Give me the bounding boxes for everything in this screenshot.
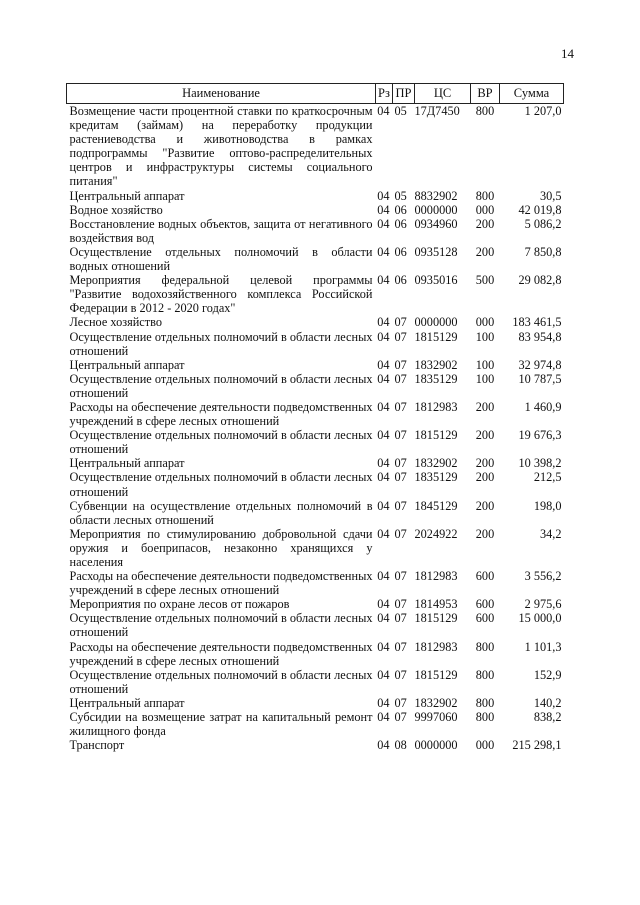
cell-sum: 7 850,8 (524, 244, 562, 259)
table-row (67, 470, 564, 498)
cell-sum: 29 082,8 (518, 273, 562, 288)
cell-sum: 34,2 (539, 526, 562, 541)
cell-cs: 1832902 (414, 695, 458, 710)
cell-cs: 1832902 (414, 357, 458, 372)
cell-cs: 2024922 (414, 526, 458, 541)
cell-name: Расходы на обеспечение деятельности подведомственных учреждений в сфере лесных отношений (69, 399, 373, 429)
cell-pr: 06 (394, 216, 407, 231)
cell-pr: 06 (394, 244, 407, 259)
cell-sum: 838,2 (533, 710, 562, 725)
cell-rz: 04 (377, 244, 390, 259)
cell-sum: 152,9 (533, 667, 562, 682)
cell-rz: 04 (377, 456, 390, 471)
cell-sum: 140,2 (533, 695, 562, 710)
table-row (67, 640, 564, 668)
cell-rz: 04 (377, 188, 390, 203)
cell-pr: 07 (394, 428, 407, 443)
cell-name: Возмещение части процентной ставки по краткосрочным кредитам (займам) на переработку продукции растениеводства и животноводства в рамках подпрограммы "Развитие оптово-распределительных центров и инфраструктуры системы социального питания" (69, 104, 373, 189)
cell-name: Центральный аппарат (69, 695, 185, 710)
cell-vr: 600 (475, 569, 495, 584)
cell-vr: 100 (475, 371, 495, 386)
cell-name: Субсидии на возмещение затрат на капитальный ремонт жилищного фонда (69, 710, 373, 739)
table-row (67, 738, 564, 752)
cell-vr: 800 (475, 104, 495, 118)
cell-pr: 06 (394, 202, 407, 217)
cell-pr: 07 (394, 456, 407, 471)
cell-cs: 1815129 (414, 428, 458, 443)
cell-sum: 42 019,8 (518, 202, 562, 217)
cell-rz: 04 (377, 399, 390, 414)
cell-pr: 07 (394, 315, 407, 330)
cell-pr: 06 (394, 273, 407, 288)
cell-vr: 800 (475, 639, 495, 654)
page-number: 14 (561, 46, 574, 61)
table-header-row (67, 84, 564, 104)
cell-vr: 100 (475, 357, 495, 372)
table-row (67, 428, 564, 456)
cell-sum: 215 298,1 (512, 738, 562, 753)
cell-rz: 04 (377, 526, 390, 541)
cell-rz: 04 (377, 357, 390, 372)
cell-pr: 07 (394, 371, 407, 386)
cell-name: Расходы на обеспечение деятельности подведомственных учреждений в сфере лесных отношений (69, 639, 373, 668)
cell-sum: 2 975,6 (524, 597, 562, 612)
cell-sum: 1 207,0 (524, 104, 562, 118)
header-pr: ПР (393, 84, 415, 104)
header-name: Наименование (67, 84, 376, 104)
cell-rz: 04 (377, 315, 390, 330)
cell-vr: 000 (475, 202, 495, 217)
cell-rz: 04 (377, 667, 390, 682)
cell-sum: 83 954,8 (518, 329, 562, 344)
table-row (67, 330, 564, 358)
cell-vr: 600 (475, 611, 495, 626)
table-row (67, 456, 564, 470)
cell-name: Осуществление отдельных полномочий в области лесных отношений (69, 667, 373, 696)
cell-sum: 1 460,9 (524, 399, 562, 414)
cell-pr: 07 (394, 498, 407, 513)
cell-cs: 1835129 (414, 371, 458, 386)
cell-name: Мероприятия по стимулированию добровольной сдачи оружия и боеприпасов, незаконно хранящихся у населения (69, 526, 373, 569)
cell-sum: 183 461,5 (512, 315, 562, 330)
table-row (67, 358, 564, 372)
table-row (67, 315, 564, 329)
cell-name: Осуществление отдельных полномочий в области лесных отношений (69, 611, 373, 640)
table-row (67, 597, 564, 611)
cell-vr: 800 (475, 667, 495, 682)
cell-sum: 19 676,3 (518, 428, 562, 443)
cell-rz: 04 (377, 695, 390, 710)
cell-pr: 05 (394, 188, 407, 203)
table-row (67, 611, 564, 639)
budget-table (66, 83, 563, 752)
cell-name: Центральный аппарат (69, 188, 185, 203)
cell-pr: 07 (394, 695, 407, 710)
cell-rz: 04 (377, 428, 390, 443)
cell-sum: 212,5 (533, 470, 562, 485)
cell-rz: 04 (377, 216, 390, 231)
cell-rz: 04 (377, 498, 390, 513)
cell-sum: 10 398,2 (518, 456, 562, 471)
cell-sum: 5 086,2 (524, 216, 562, 231)
cell-vr: 000 (475, 315, 495, 330)
header-vr: ВР (471, 84, 500, 104)
table-row (67, 273, 564, 315)
table-row (67, 668, 564, 696)
cell-vr: 200 (475, 498, 495, 513)
cell-name: Осуществление отдельных полномочий в области лесных отношений (69, 371, 373, 400)
cell-vr: 200 (475, 216, 495, 231)
table-row (67, 245, 564, 273)
table-row (67, 189, 564, 203)
table-row (67, 217, 564, 245)
cell-pr: 08 (394, 738, 407, 753)
cell-rz: 04 (377, 569, 390, 584)
cell-rz: 04 (377, 273, 390, 288)
cell-rz: 04 (377, 611, 390, 626)
cell-cs: 1832902 (414, 456, 458, 471)
table-row (67, 372, 564, 400)
cell-cs: 0935016 (414, 273, 458, 288)
cell-vr: 800 (475, 710, 495, 725)
cell-name: Центральный аппарат (69, 456, 185, 471)
cell-vr: 200 (475, 428, 495, 443)
cell-pr: 07 (394, 611, 407, 626)
cell-sum: 1 101,3 (524, 639, 562, 654)
cell-name: Осуществление отдельных полномочий в области лесных отношений (69, 470, 373, 499)
cell-name: Водное хозяйство (69, 202, 163, 217)
table-row (67, 203, 564, 217)
cell-pr: 07 (394, 639, 407, 654)
cell-pr: 07 (394, 667, 407, 682)
cell-pr: 07 (394, 329, 407, 344)
cell-cs: 0000000 (414, 315, 458, 330)
cell-vr: 100 (475, 329, 495, 344)
cell-name: Расходы на обеспечение деятельности подведомственных учреждений в сфере лесных отношений (69, 569, 373, 598)
cell-cs: 0935128 (414, 244, 458, 259)
cell-cs: 0934960 (414, 216, 458, 231)
cell-pr: 07 (394, 399, 407, 414)
cell-vr: 200 (475, 456, 495, 471)
cell-vr: 200 (475, 526, 495, 541)
cell-cs: 1812983 (414, 639, 458, 654)
cell-name: Осуществление отдельных полномочий в области лесных отношений (69, 428, 373, 457)
cell-pr: 05 (394, 104, 407, 118)
table-row (67, 104, 564, 189)
cell-rz: 04 (377, 104, 390, 118)
cell-cs: 8832902 (414, 188, 458, 203)
cell-pr: 07 (394, 597, 407, 612)
cell-rz: 04 (377, 371, 390, 386)
cell-vr: 000 (475, 738, 495, 753)
cell-name: Осуществление отдельных полномочий в области лесных отношений (69, 329, 373, 358)
cell-sum: 3 556,2 (524, 569, 562, 584)
cell-name: Центральный аппарат (69, 357, 185, 372)
table-row (67, 527, 564, 569)
cell-cs: 17Д7450 (414, 104, 460, 118)
header-rz: Рз (376, 84, 393, 104)
cell-rz: 04 (377, 738, 390, 753)
cell-cs: 1815129 (414, 329, 458, 344)
cell-cs: 1815129 (414, 667, 458, 682)
cell-pr: 07 (394, 569, 407, 584)
cell-cs: 1812983 (414, 569, 458, 584)
cell-name: Мероприятия по охране лесов от пожаров (69, 597, 290, 612)
cell-name: Субвенции на осуществление отдельных полномочий в области лесных отношений (69, 498, 373, 527)
cell-pr: 07 (394, 357, 407, 372)
cell-sum: 10 787,5 (518, 371, 562, 386)
cell-rz: 04 (377, 202, 390, 217)
cell-vr: 200 (475, 399, 495, 414)
cell-vr: 500 (475, 273, 495, 288)
cell-rz: 04 (377, 639, 390, 654)
cell-sum: 198,0 (533, 498, 562, 513)
cell-rz: 04 (377, 710, 390, 725)
cell-cs: 1835129 (414, 470, 458, 485)
cell-cs: 0000000 (414, 738, 458, 753)
header-sum: Сумма (500, 84, 564, 104)
table-row (67, 400, 564, 428)
cell-cs: 9997060 (414, 710, 458, 725)
cell-pr: 07 (394, 710, 407, 725)
cell-sum: 15 000,0 (518, 611, 562, 626)
cell-vr: 600 (475, 597, 495, 612)
cell-sum: 30,5 (539, 188, 562, 203)
cell-vr: 800 (475, 695, 495, 710)
cell-name: Осуществление отдельных полномочий в области водных отношений (69, 244, 373, 274)
cell-cs: 1845129 (414, 498, 458, 513)
cell-name: Восстановление водных объектов, защита от негативного воздействия вод (69, 216, 373, 245)
cell-name: Мероприятия федеральной целевой программы "Развитие водохозяйственного комплекса Российской Федерации в 2012 - 2020 годах" (69, 273, 373, 316)
cell-rz: 04 (377, 470, 390, 485)
cell-rz: 04 (377, 597, 390, 612)
cell-vr: 800 (475, 188, 495, 203)
table-row (67, 569, 564, 597)
cell-vr: 200 (475, 244, 495, 259)
header-cs: ЦС (415, 84, 471, 104)
cell-rz: 04 (377, 329, 390, 344)
table-row (67, 696, 564, 710)
cell-name: Транспорт (69, 738, 125, 753)
cell-pr: 07 (394, 470, 407, 485)
cell-cs: 0000000 (414, 202, 458, 217)
cell-cs: 1815129 (414, 611, 458, 626)
cell-name: Лесное хозяйство (69, 315, 163, 330)
cell-cs: 1812983 (414, 399, 458, 414)
cell-pr: 07 (394, 526, 407, 541)
table-row (67, 710, 564, 738)
table-row (67, 499, 564, 527)
cell-sum: 32 974,8 (518, 357, 562, 372)
cell-cs: 1814953 (414, 597, 458, 612)
cell-vr: 200 (475, 470, 495, 485)
